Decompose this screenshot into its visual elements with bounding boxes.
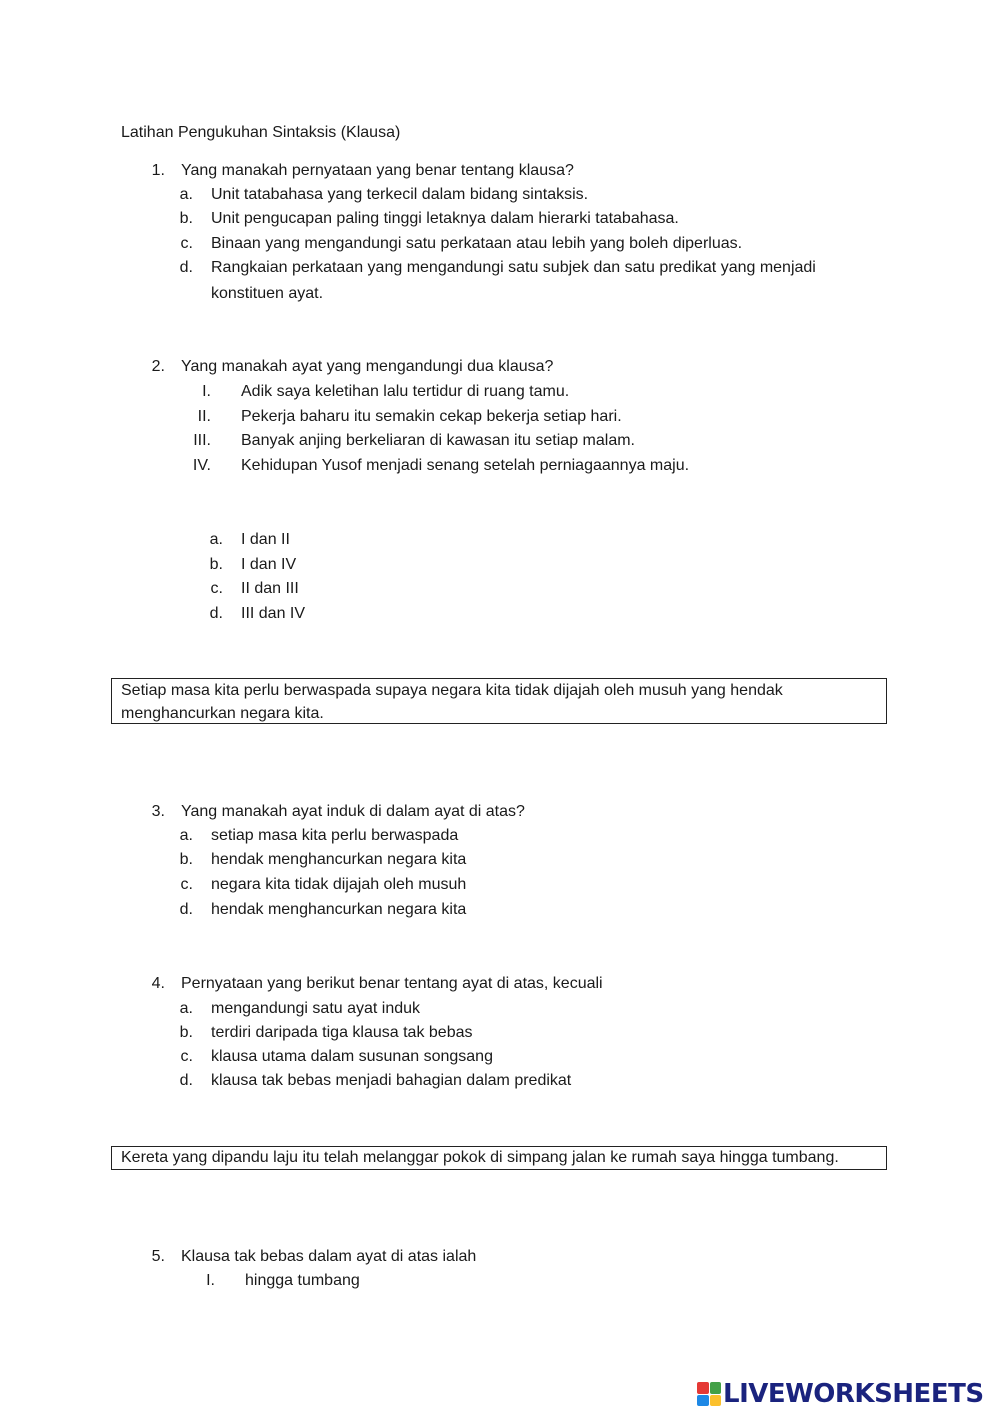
question-1-number: 1.: [151, 162, 165, 179]
q2-statement-text: Kehidupan Yusof menjadi senang setelah perniagaannya maju.: [241, 457, 690, 474]
logo-mark-icon: [697, 1382, 721, 1406]
logo-square: [697, 1382, 709, 1394]
q3-option-letter: b.: [179, 851, 193, 868]
q5-statement-text: hingga tumbang: [245, 1272, 360, 1289]
passage-1-line-1: Setiap masa kita perlu berwaspada supaya negara kita tidak dijajah oleh musuh yang hendak: [121, 682, 783, 699]
q3-option-text: negara kita tidak dijajah oleh musuh: [211, 876, 467, 893]
question-5-number: 5.: [151, 1248, 165, 1265]
q4-option-text: terdiri daripada tiga klausa tak bebas: [211, 1024, 473, 1041]
logo-text: LIVEWORKSHEETS: [723, 1379, 984, 1409]
q2-statement-text: Adik saya keletihan lalu tertidur di ruang tamu.: [241, 383, 570, 400]
q4-option-letter: a.: [179, 1000, 193, 1017]
q2-option-text: I dan II: [241, 531, 290, 548]
logo-square: [697, 1395, 709, 1407]
q3-option-text: hendak menghancurkan negara kita: [211, 901, 467, 918]
q2-statement-numeral: I.: [202, 383, 211, 400]
question-3-number: 3.: [151, 803, 165, 820]
logo-square: [710, 1395, 722, 1407]
q2-option-text: II dan III: [241, 580, 299, 597]
page-title: Latihan Pengukuhan Sintaksis (Klausa): [121, 124, 401, 141]
passage-box-1: [111, 678, 887, 724]
q1-option-text: Unit tatabahasa yang terkecil dalam bidang sintaksis.: [211, 186, 589, 203]
q2-option-letter: a.: [209, 531, 223, 548]
question-5-text: Klausa tak bebas dalam ayat di atas ialah: [181, 1248, 477, 1265]
q2-option-text: I dan IV: [241, 556, 297, 573]
q4-option-letter: c.: [180, 1048, 193, 1065]
q4-option-text: klausa utama dalam susunan songsang: [211, 1048, 493, 1065]
question-1-text: Yang manakah pernyataan yang benar tentang klausa?: [181, 162, 574, 179]
question-3-text: Yang manakah ayat induk di dalam ayat di atas?: [181, 803, 525, 820]
q4-option-text: klausa tak bebas menjadi bahagian dalam predikat: [211, 1072, 572, 1089]
logo-square: [710, 1382, 722, 1394]
q1-option-letter: b.: [179, 210, 193, 227]
q1-option-text: Unit pengucapan paling tinggi letaknya dalam hierarki tatabahasa.: [211, 210, 679, 227]
q4-option-letter: b.: [179, 1024, 193, 1041]
question-4-text: Pernyataan yang berikut benar tentang ayat di atas, kecuali: [181, 975, 603, 992]
q1-option-letter: d.: [179, 259, 193, 276]
q1-option-text-continued: konstituen ayat.: [211, 285, 324, 302]
q4-option-text: mengandungi satu ayat induk: [211, 1000, 421, 1017]
q5-statement-numeral: I.: [206, 1272, 215, 1289]
question-2-number: 2.: [151, 358, 165, 375]
q1-option-text: Rangkaian perkataan yang mengandungi satu subjek dan satu predikat yang menjadi: [211, 259, 816, 276]
liveworksheets-logo: [697, 1378, 984, 1410]
q2-statement-numeral: II.: [197, 408, 211, 425]
q2-option-letter: c.: [210, 580, 223, 597]
q3-option-letter: a.: [179, 827, 193, 844]
passage-box-2: [111, 1146, 887, 1170]
q2-statement-numeral: III.: [193, 432, 211, 449]
passage-2-line-1: Kereta yang dipandu laju itu telah melanggar pokok di simpang jalan ke rumah saya hingga tumbang.: [121, 1149, 839, 1166]
q2-option-text: III dan IV: [241, 605, 306, 622]
q1-option-text: Binaan yang mengandungi satu perkataan atau lebih yang boleh diperluas.: [211, 235, 743, 252]
q2-option-letter: d.: [209, 605, 223, 622]
question-2-text: Yang manakah ayat yang mengandungi dua klausa?: [181, 358, 554, 375]
q1-option-letter: a.: [179, 186, 193, 203]
q4-option-letter: d.: [179, 1072, 193, 1089]
q2-statement-text: Banyak anjing berkeliaran di kawasan itu setiap malam.: [241, 432, 635, 449]
q2-statement-text: Pekerja baharu itu semakin cekap bekerja setiap hari.: [241, 408, 622, 425]
passage-1-line-2: menghancurkan negara kita.: [121, 705, 324, 722]
q1-option-letter: c.: [180, 235, 193, 252]
q3-option-letter: c.: [180, 876, 193, 893]
q2-option-letter: b.: [209, 556, 223, 573]
question-4-number: 4.: [151, 975, 165, 992]
q3-option-letter: d.: [179, 901, 193, 918]
q3-option-text: setiap masa kita perlu berwaspada: [211, 827, 459, 844]
q2-statement-numeral: IV.: [192, 457, 211, 474]
q3-option-text: hendak menghancurkan negara kita: [211, 851, 467, 868]
